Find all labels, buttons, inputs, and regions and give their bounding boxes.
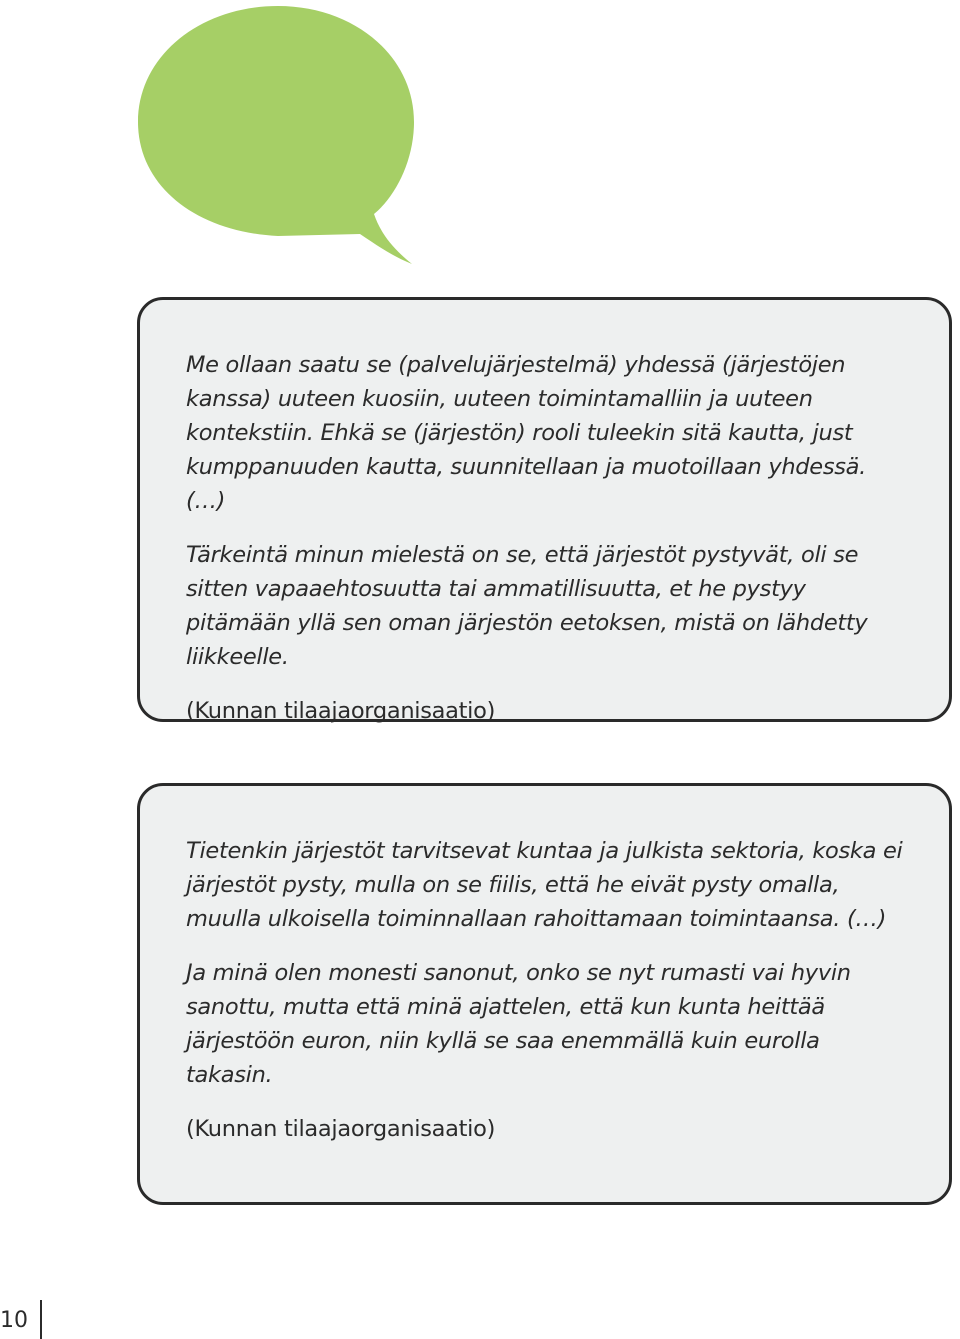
quote-1-source: (Kunnan tilaajaorganisaatio) bbox=[186, 698, 496, 724]
quote-box-2 bbox=[137, 783, 952, 1205]
quote-2-source: (Kunnan tilaajaorganisaatio) bbox=[186, 1116, 496, 1142]
quote-1-paragraph-2: Tärkeintä minun mielestä on se, että järjestöt pystyvät, oli se sitten vapaaehtosuutta tai ammatillisuutta, et he pystyy pitämään yllä sen oman järjestön eetoksen, mistä on lähdetty liikkeelle. bbox=[186, 542, 868, 670]
page-number: 10 bbox=[0, 1308, 28, 1333]
page-number-rule bbox=[40, 1300, 42, 1339]
quote-2-paragraph-1: Tietenkin järjestöt tarvitsevat kuntaa ja julkista sektoria, koska ei järjestöt pysty, mulla on se fiilis, että he eivät pysty omalla, muulla ulkoisella toiminnallaan rahoittamaan toimintaansa. (…) bbox=[186, 838, 903, 932]
quote-2-paragraph-2: Ja minä olen monesti sanonut, onko se nyt rumasti vai hyvin sanottu, mutta että minä ajattelen, että kun kunta heittää järjestöön euron, niin kyllä se saa enemmällä kuin eurolla takasin. bbox=[186, 960, 851, 1088]
quote-1-paragraph-1: Me ollaan saatu se (palvelujärjestelmä) yhdessä (järjestöjen kanssa) uuteen kuosiin, uuteen toimintamalliin ja uuteen kontekstiin. Ehkä se (järjestön) rooli tuleekin sitä kautta, just kumppanuuden kautta, suunnitellaan ja muotoillaan yhdessä. (…) bbox=[186, 352, 867, 514]
speech-bubble-icon bbox=[130, 0, 430, 270]
quote-box-1 bbox=[137, 297, 952, 722]
